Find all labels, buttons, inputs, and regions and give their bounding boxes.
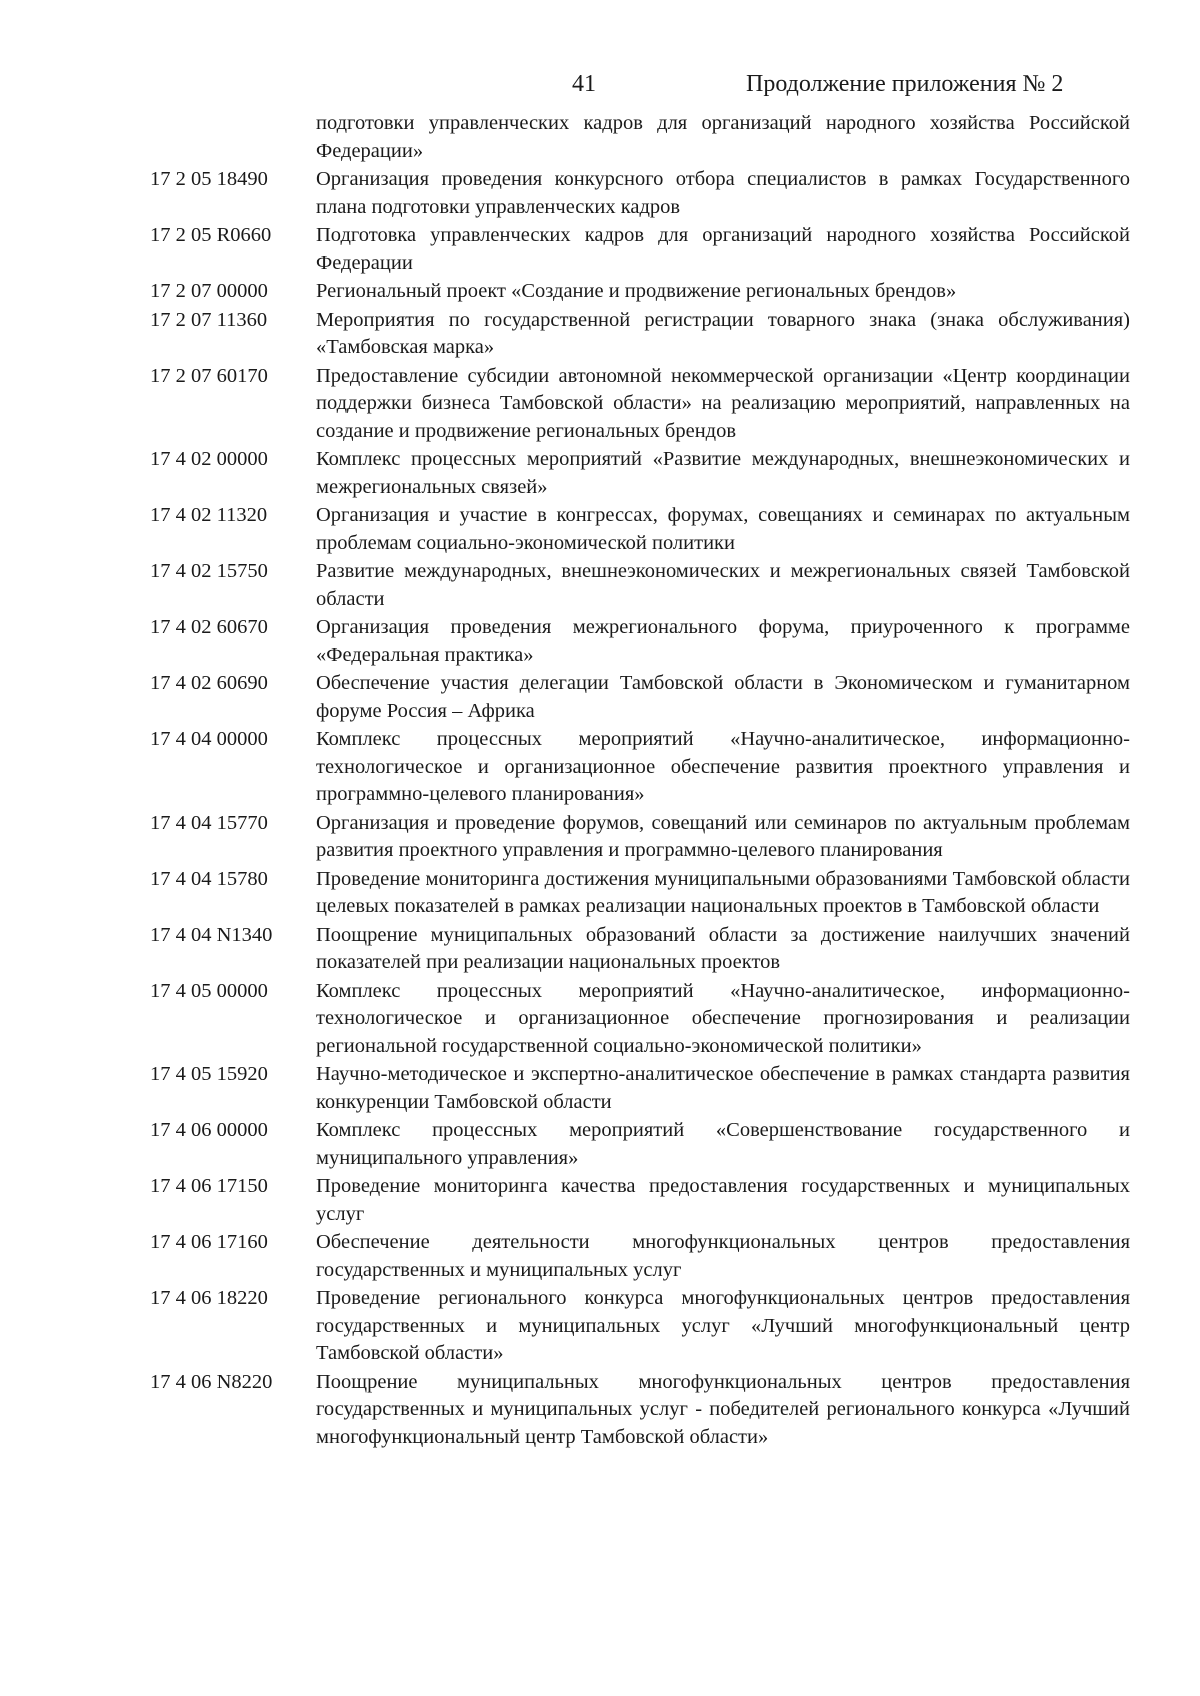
list-entry: [150, 222, 1130, 277]
list-entry: [150, 866, 1130, 921]
entry-code: 17 4 04 00000: [150, 728, 268, 750]
list-entry: [150, 922, 1130, 977]
list-entry: [150, 1369, 1130, 1452]
list-entry: [150, 978, 1130, 1061]
entry-code: 17 2 05 18490: [150, 168, 268, 190]
entry-code: 17 4 04 N1340: [150, 923, 273, 946]
page-header: [0, 66, 1200, 102]
entry-code: 17 4 02 15750: [150, 560, 268, 582]
entry-description: Комплекс процессных мероприятий «Научно-аналитическое, информационно-технологическое и организационное обеспечение прогнозирования и реализации региональной государственной социально-экономической политики»: [316, 979, 1130, 1057]
entry-code: 17 4 02 00000: [150, 448, 268, 470]
list-entry: [150, 1117, 1130, 1172]
entry-description: Проведение регионального конкурса многофункциональных центров предоставления государственных и муниципальных услуг «Лучший многофункциональный центр Тамбовской области»: [316, 1287, 1130, 1364]
entry-code: 17 4 02 60670: [150, 616, 268, 638]
entry-description: подготовки управленческих кадров для организаций народного хозяйства Российской Федерации»: [316, 112, 1130, 162]
list-entry: [150, 363, 1130, 446]
list-entry: [150, 670, 1130, 725]
list-entry: [150, 502, 1130, 557]
list-entry: [150, 1285, 1130, 1368]
entry-description: Научно-методическое и экспертно-аналитическое обеспечение в рамках стандарта развития конкуренции Тамбовской области: [316, 1063, 1130, 1113]
list-entry: [150, 1229, 1130, 1284]
entry-code: 17 4 06 00000: [150, 1119, 268, 1141]
entry-description: Комплекс процессных мероприятий «Развитие международных, внешнеэкономических и межрегиональных связей»: [316, 448, 1130, 498]
classification-list: [150, 110, 1130, 1452]
entry-description: Комплекс процессных мероприятий «Совершенствование государственного и муниципального управления»: [316, 1119, 1130, 1169]
list-entry: [150, 1173, 1130, 1228]
entry-description: Организация и участие в конгрессах, форумах, совещаниях и семинарах по актуальным проблемам социально-экономической политики: [316, 504, 1130, 554]
list-entry: [150, 726, 1130, 809]
entry-code: 17 2 05 R0660: [150, 224, 272, 246]
entry-code: 17 4 06 18220: [150, 1287, 268, 1309]
entry-description: Комплекс процессных мероприятий «Научно-аналитическое, информационно-технологическое и организационное обеспечение развития проектного управления и программно-целевого планирования»: [316, 728, 1130, 805]
entry-description: Организация проведения межрегионального форума, приуроченного к программе «Федеральная практика»: [316, 616, 1130, 666]
entry-code: 17 4 05 15920: [150, 1063, 268, 1085]
entry-code: 17 4 06 17160: [150, 1231, 268, 1253]
list-entry: [150, 614, 1130, 669]
entry-description: Проведение мониторинга качества предоставления государственных и муниципальных услуг: [316, 1175, 1130, 1225]
entry-code: 17 2 07 11360: [150, 308, 268, 331]
list-entry: [150, 1061, 1130, 1116]
list-entry: [150, 166, 1130, 221]
entry-description: Поощрение муниципальных многофункциональных центров предоставления государственных и муниципальных услуг - победителей регионального конкурса «Лучший многофункциональный центр Тамбовской области»: [316, 1370, 1130, 1448]
entry-code: 17 4 05 00000: [150, 979, 268, 1002]
entry-code: 17 4 04 15780: [150, 867, 268, 890]
list-entry: [150, 278, 1130, 306]
entry-description: Организация проведения конкурсного отбора специалистов в рамках Государственного плана подготовки управленческих кадров: [316, 168, 1130, 218]
list-entry: [150, 810, 1130, 865]
entry-code: 17 4 04 15770: [150, 811, 268, 834]
entry-description: Региональный проект «Создание и продвижение региональных брендов»: [316, 280, 957, 302]
entry-code: 17 2 07 60170: [150, 364, 268, 387]
appendix-continuation-title: Продолжение приложения № 2: [746, 71, 1064, 97]
entry-description: Поощрение муниципальных образований области за достижение наилучших значений показателей при реализации национальных проектов: [316, 923, 1130, 973]
entry-description: Предоставление субсидии автономной некоммерческой организации «Центр координации поддержки бизнеса Тамбовской области» на реализацию мероприятий, направленных на создание и продвижение региональных брендов: [316, 364, 1130, 442]
entry-description: Обеспечение деятельности многофункциональных центров предоставления государственных и муниципальных услуг: [316, 1231, 1130, 1281]
entry-code: 17 4 06 17150: [150, 1175, 268, 1197]
list-entry: [150, 307, 1130, 362]
entry-description: Проведение мониторинга достижения муниципальными образованиями Тамбовской области целевых показателей в рамках реализации национальных проектов в Тамбовской области: [316, 867, 1130, 917]
entry-description: Обеспечение участия делегации Тамбовской области в Экономическом и гуманитарном форуме Россия – Африка: [316, 672, 1130, 722]
list-entry: [150, 446, 1130, 501]
entry-code: 17 4 02 11320: [150, 504, 268, 526]
entry-description: Организация и проведение форумов, совещаний или семинаров по актуальным проблемам развития проектного управления и программно-целевого планирования: [316, 811, 1130, 861]
entry-code: [150, 110, 316, 165]
entry-description: Подготовка управленческих кадров для организаций народного хозяйства Российской Федерации: [316, 224, 1130, 274]
entry-code: 17 4 06 N8220: [150, 1370, 273, 1393]
page-number: 41: [572, 71, 596, 97]
entry-code: 17 4 02 60690: [150, 672, 268, 694]
entry-description: Развитие международных, внешнеэкономических и межрегиональных связей Тамбовской области: [316, 560, 1130, 610]
list-entry: [150, 110, 1130, 165]
list-entry: [150, 558, 1130, 613]
entry-description: Мероприятия по государственной регистрации товарного знака (знака обслуживания) «Тамбовская марка»: [316, 308, 1130, 358]
entry-code: 17 2 07 00000: [150, 280, 268, 302]
